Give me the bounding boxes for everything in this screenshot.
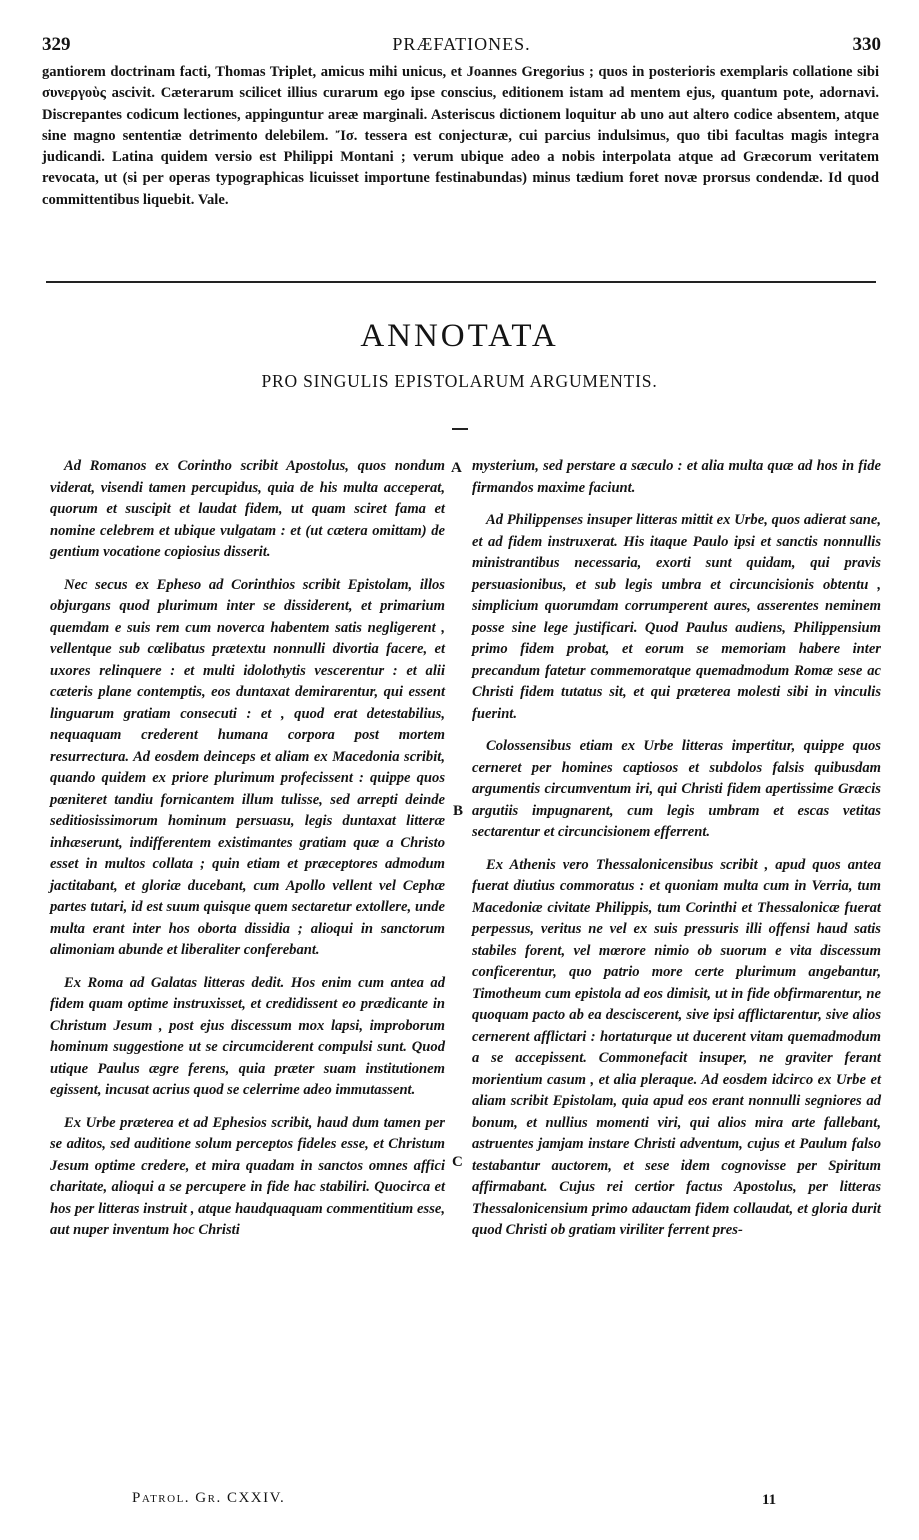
- right-column: [472, 456, 881, 1253]
- margin-mark-b: B: [453, 803, 464, 819]
- running-head: [42, 34, 881, 60]
- preface-paragraph: gantiorem doctrinam facti, Thomas Triplet, amicus mihi unicus, et Joannes Gregorius ; quos in posterioris exemplaris collatione sibi συνεργοὺς ascivit. Cæterarum scilicet illius curarum ego ipse conscius, editionem istam ad mentem ejus, quantum pote, adornavi. Discrepantes codicum lectiones, appinguntur areæ marginali. Asteriscus dictionem loquitur ab uno aut altero codice absentem, atque sine magno sententiæ detrimento delebilem. Ἴσ. tessera est conjecturæ, cui parcius indulsimus, quo tibi facultas magis integra judicandi. Latina quidem versio est Philippi Montani ; verum ubique adeo a nobis interpolata atque ad Græcorum veritatem revocata, ut (si per operas typographicas licuisset importune festinabundas) minus tædium foret novæ prorsus condendæ. Id quod committentibus liquebit. Vale.: [42, 64, 879, 208]
- margin-mark-a: A: [451, 460, 462, 476]
- paragraph-colossians: Colossensibus etiam ex Urbe litteras impertitur, quippe quos cerneret per homines captiosos et subdolos falsis quibusdam argumentis circumventum iri, qui Christi fidem apertissime Græcis argutiis impugnarent, cum legis umbram et escas vetitas sectarentur et circuncisionem efferrent.: [472, 738, 881, 840]
- running-title: PRÆFATIONES.: [392, 34, 531, 54]
- section-divider: [46, 281, 876, 283]
- paragraph-galatians: Ex Roma ad Galatas litteras dedit. Hos enim cum antea ad fidem quam optime instruxisset, et credidissent eo prædicante in Christum Jesum , post ejus discessum mox lapsi, improborum hominum suggestione ut se circumciderent compulsi sunt. Quod utique Paulus ægre ferens, quia præter suam institutionem egissent, incusat acrius quod se celerrime adeo immutassent.: [50, 974, 445, 1098]
- footer-sheet-number: 11: [762, 1492, 777, 1508]
- page-number-right: 330: [852, 34, 881, 55]
- page-number-left: 329: [42, 34, 71, 55]
- title-ornament-rule: [452, 428, 468, 430]
- margin-mark-c: C: [452, 1154, 463, 1170]
- paragraph-thessalonians: Ex Athenis vero Thessalonicensibus scribit , apud quos antea fuerat diutius commoratus : et quoniam multa cum in Verria, tum Macedoniæ civitate Philippis, tum Corinthi et Thessalonicæ fuerat perpessus, veritus ne vel ex suis pressuris illi offensi haud satis stabiles forent, vel mœrore nimio ob suorum e vita discessum conficerentur, quo patrio more certe plurimum angebantur, Timotheum cum epistola ad eos dimisit, ut in fide obfirmarentur, ne quoquam pacto ab ea desciscerent, sive ipsi afflictarentur, sive alios cernerent afflictari : hortaturque ut ducerent vitam quemadmodum a se accepissent. Commonefacit insuper, ne graviter ferant morientium casum , et alia pleraque. Ad eosdem idcirco ex Urbe et aliam scribit Epistolam, quia apud eos erant nonnulli segniores ad bonum, et nullius momenti viri, qui alios mira arte fallebant, astruentes jamjam instare Christi adventum, cujus et Paulum falso testabantur auctorem, et sese idem cognovisse per Spiritum affirmabant. Cujus rei certior factus Apostolus, per litteras Thessalonicensium primo adauctam fidem collaudat, et gloria durit quod Christi ob gratiam viriliter ferrent pres-: [472, 856, 881, 1238]
- section-subtitle: PRO SINGULIS EPISTOLARUM ARGUMENTIS.: [261, 371, 658, 391]
- paragraph-ephesians: Ex Urbe præterea et ad Ephesios scribit, haud dum tamen per se aditos, sed auditione solum perceptos fideles esse, et Christum Jesum optime credere, et mira quadam in sanctos omnes affici charitate, alioqui a se percupere in fide hac stabiliri. Quocirca et hos per litteras instruit , atque haudquaquam commentitium esse, aut nuper inventum hoc Christi: [50, 1114, 445, 1238]
- paragraph-philippians: Ad Philippenses insuper litteras mittit ex Urbe, quos adierat sane, et ad fidem instruxerat. His itaque Paulo ipsi et sanctis nonnullis ministrantibus necessaria, exorti sunt quidam, qui pravis persuasionibus, et sub legis umbra et circuncisionis obtentu , simplicium quorumdam corrumperent aures, asserentes neminem posse sine lege justificari. Quod Paulus audiens, Philippensium primo fidem probat, et eorum se memoriam habere inter precandum fatetur commemoratque quemadmodum Romæ sese ac Christi fidem tutatus sit, et qui præterea molesti sibi in vinculis fuerint.: [472, 512, 881, 722]
- left-column: [50, 456, 445, 1253]
- paragraph-corinthians: Nec secus ex Epheso ad Corinthios scribit Epistolam, illos objurgans quod plurimum inter se dissiderent, et primarium quemdam e suis rem cum noverca habentem satis negligerent , vellentque sub cœlibatus prætextu nonnulli divortia facere, et uxores relinquere : et multi idolothytis vescerentur : et alii cæteris plane contemptis, eos duntaxat demirarentur, qui essent linguarum gratiam consecuti : et , quod erat detestabilius, nequaquam crederent humana corpora post mortem resurrectura. Ad eosdem deinceps et aliam ex Macedonia scribit, quando quidem ex priore plurimum profecissent : quippe quos pœniteret tandiu fornicantem illum tulisse, sed arrepti deinde seditiosissimorum hominum persuasu, legis duntaxat litteræ inhæserunt, indifferentem existimantes gratiam quæ a Christo esset in multos collata ; quin etiam et præceptores admodum jactitabant, et gloriæ ducebant, cum Apollo vellent vel Cephæ partes tutari, id est suum quisque quem sectaretur extollere, unde multa erant inter hos oborta dissidia ; alioqui in sanctorum alimoniam abunde et liberaliter conferebant.: [50, 576, 445, 958]
- paragraph-romans: Ad Romanos ex Corintho scribit Apostolus, quos nondum viderat, visendi tamen percupidus, quia de his multa acceperat, quorum et suscipit et laudat fidem, ut quam sciret fama et nomine celebrem et ubique vulgatam : et (ut cætera omittam) de gentium vocatione copiosius disserit.: [50, 458, 445, 560]
- section-title: ANNOTATA: [360, 318, 559, 354]
- paragraph-mysterium: mysterium, sed perstare a sæculo : et alia multa quæ ad hos in fide firmandos maxime faciunt.: [472, 458, 881, 496]
- footer-signature: Patrol. Gr. CXXIV.: [132, 1490, 286, 1506]
